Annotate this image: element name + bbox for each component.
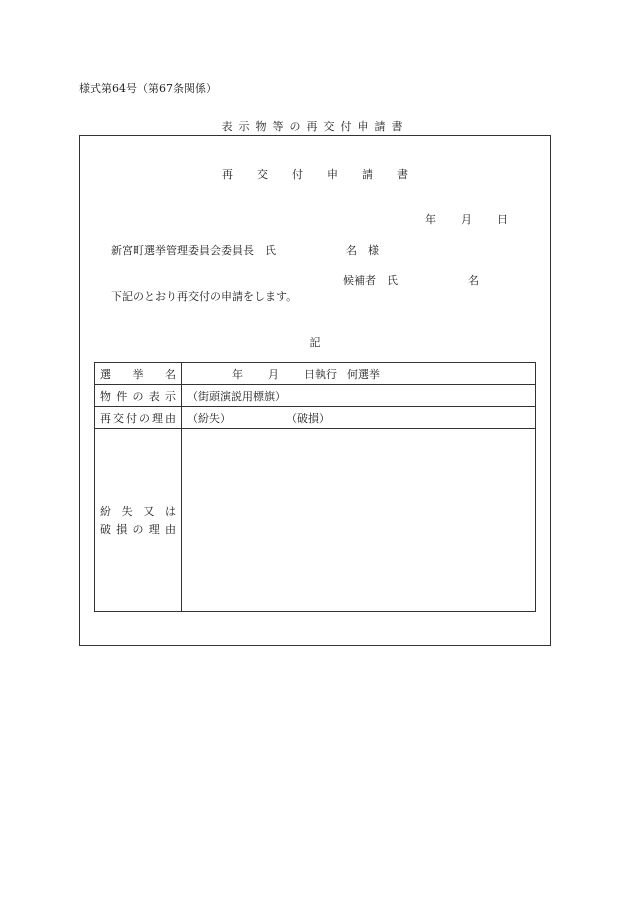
label-char: の bbox=[139, 411, 150, 425]
label-char: 名 bbox=[165, 367, 176, 381]
label-char: 件 bbox=[116, 389, 128, 403]
election-day-exec: 日執行 bbox=[304, 367, 337, 381]
label-char: 失 bbox=[121, 505, 133, 518]
reason-label bbox=[100, 410, 176, 426]
addressee-suffix: 名 様 bbox=[346, 244, 379, 257]
item-label-cell bbox=[95, 385, 182, 407]
label-char: 損 bbox=[116, 523, 128, 536]
addressee-line bbox=[111, 242, 379, 258]
label-char: 物 bbox=[100, 389, 111, 403]
label-char: 理 bbox=[148, 523, 160, 536]
date-month-label: 月 bbox=[461, 213, 472, 226]
label-char: 交 bbox=[113, 411, 124, 425]
loss-reason-label-cell bbox=[95, 429, 182, 612]
inner-title: 再交付申請書 bbox=[222, 168, 432, 181]
reason-value bbox=[182, 407, 536, 429]
label-char: 理 bbox=[152, 411, 163, 425]
election-year: 年 bbox=[232, 367, 243, 381]
ki-heading: 記 bbox=[309, 336, 321, 349]
election-label-cell bbox=[95, 363, 182, 385]
election-value bbox=[182, 363, 536, 385]
label-char: の bbox=[132, 523, 144, 536]
form-number: 様式第64号（第67条関係） bbox=[79, 82, 217, 95]
document-caption: 表示物等の再交付申請書 bbox=[221, 120, 409, 133]
date-year-label: 年 bbox=[425, 213, 436, 226]
reason-row bbox=[95, 407, 536, 429]
applicant-suffix: 名 bbox=[468, 274, 479, 287]
label-char: 又 bbox=[143, 505, 155, 518]
label-char: 再 bbox=[100, 411, 111, 425]
loss-reason-label-line1 bbox=[100, 503, 176, 519]
label-char: 由 bbox=[165, 411, 176, 425]
label-char: 破 bbox=[100, 523, 111, 536]
applicant-line bbox=[343, 272, 479, 288]
label-char: 挙 bbox=[132, 367, 144, 381]
reason-loss: （紛失） bbox=[187, 411, 231, 425]
reason-damage: （破損） bbox=[286, 411, 330, 425]
item-row bbox=[95, 385, 536, 407]
date-line bbox=[425, 211, 508, 227]
election-label bbox=[100, 366, 176, 382]
label-char: は bbox=[164, 505, 176, 518]
election-which: 何選挙 bbox=[347, 367, 380, 381]
election-month: 月 bbox=[268, 367, 279, 381]
loss-reason-value[interactable] bbox=[182, 429, 536, 612]
loss-reason-label-line2 bbox=[100, 521, 176, 537]
loss-reason-row bbox=[95, 429, 536, 612]
label-char: 付 bbox=[126, 411, 137, 425]
item-value: （街頭演説用標旗） bbox=[182, 385, 536, 407]
election-row bbox=[95, 363, 536, 385]
applicant-label: 候補者 氏 bbox=[343, 274, 398, 287]
request-text: 下記のとおり再交付の申請をします。 bbox=[111, 290, 298, 303]
label-char: 由 bbox=[165, 523, 176, 536]
item-label bbox=[100, 388, 176, 404]
detail-table bbox=[94, 362, 536, 612]
label-char: 選 bbox=[100, 367, 111, 381]
reason-label-cell bbox=[95, 407, 182, 429]
label-char: の bbox=[132, 389, 144, 403]
addressee-prefix: 新宮町選挙管理委員会委員長 氏 bbox=[111, 244, 276, 257]
label-char: 表 bbox=[148, 389, 160, 403]
label-char: 紛 bbox=[100, 505, 111, 518]
label-char: 示 bbox=[165, 389, 176, 403]
date-day-label: 日 bbox=[497, 213, 508, 226]
